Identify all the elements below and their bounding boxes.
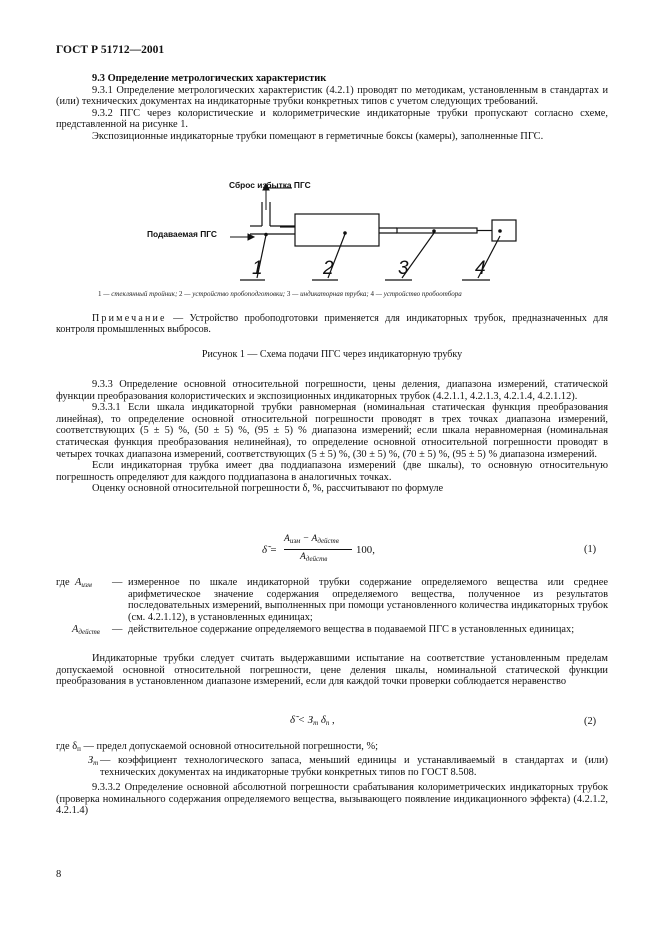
num-b: A — [311, 534, 318, 544]
formula-2-k: З — [307, 714, 314, 726]
leader-dot-2 — [344, 232, 347, 235]
legend-num-1: 1 — [98, 290, 102, 298]
paragraph-indicator-pass — [56, 653, 608, 688]
formula-2-number: (2) — [584, 716, 597, 727]
formula-2-lhs: δ̃ < — [290, 714, 308, 726]
paragraph-9-3-2: 9.3.2 ПГС через колористические и колориметрические индикаторные трубки пропускают согласно схеме, представленной на рисунке 1. — [56, 107, 608, 131]
def-delta-p: — предел допускаемой основной относительной погрешности, %; — [80, 741, 379, 752]
discharge-label: Сброс избытка ПГС — [229, 180, 311, 190]
eval-text-a: Оценку основной относительной погрешности — [92, 483, 303, 495]
where-block-1 — [56, 577, 608, 655]
def-z-t: — коэффициент технологического запаса, меньший единицы и устанавливаемый в стандартах и (или) технических документах на индикаторные трубки конкретных типов по ГОСТ 8.508. — [100, 755, 608, 778]
sym1: A — [75, 577, 82, 588]
paragraph-indicator-pass-text: Индикаторные трубки следует считать выдержавшими испытание на соответствие установленным пределам допускаемой основной относительной погрешности, цене деления шкалы, номинальной статической функции преобразования в установленном диапазоне измерений, если для каждой точки проверки соблюдается неравенство — [56, 653, 608, 688]
figure-caption: Рисунок 1 — Схема подачи ПГС через индикаторную трубку — [201, 349, 463, 360]
legend-text-4: — устройство пробоотбора — [374, 290, 462, 298]
where-word-2: где — [56, 741, 70, 752]
sym-delta-p: δ — [72, 741, 78, 752]
sym-z: З — [88, 755, 94, 766]
legend-text-3: — индикаторная трубка; — [290, 290, 371, 298]
section-9-3 — [56, 73, 608, 143]
sym-z-t — [88, 755, 98, 770]
figure-note — [56, 313, 608, 336]
fraction-bar — [284, 549, 352, 550]
num-a: A — [284, 534, 290, 544]
paragraph-evaluation — [56, 483, 608, 495]
formula-1-lhs: δ̃ = — [262, 544, 278, 556]
supply-label: Подаваемая ПГС — [147, 229, 217, 239]
definition-a-deistv: действительное содержание определяемого вещества в подаваемой ПГС в установленных единицах; — [128, 624, 575, 635]
callout-3: 3 — [398, 258, 409, 279]
legend-num-3: 3 — [286, 290, 291, 298]
body-block — [56, 379, 608, 495]
symbol-a-deistv — [72, 624, 100, 639]
paragraph-exposure-tubes: Экспозиционные индикаторные трубки помещают в герметичные боксы (камеры), заполненные ПГС. — [92, 130, 544, 142]
den-sub: действ — [305, 555, 328, 563]
where-block-2 — [56, 741, 608, 781]
paragraph-9-3-3-2-block — [56, 782, 608, 817]
note-word: Примечание — [92, 313, 167, 324]
sym1-sub: изм — [81, 581, 92, 589]
formula-2-delta-sub: п — [325, 719, 330, 727]
formula-2-delta: δ — [318, 714, 326, 726]
page-number: 8 — [56, 869, 62, 880]
dash-1: — — [112, 577, 123, 588]
definition-a-izm: измеренное по шкале индикаторной трубки содержание определяемого вещества или среднее арифметическое значение содержания определяемого вещества, полученное из результатов последовательных измерений, выполненных при помощи установленного количества индикаторных трубок (см. 4.2.1.12), в установленных единицах; — [128, 577, 608, 623]
eval-symbol: δ — [302, 483, 308, 495]
sym2: A — [72, 624, 79, 635]
document-header: ГОСТ Р 51712—2001 — [56, 44, 165, 56]
leader-dot-1 — [265, 233, 268, 236]
formula-2-k-sub: т — [313, 719, 319, 727]
legend-text-1: — стеклянный тройник; — [101, 290, 180, 298]
num-a-sub: изм — [289, 537, 301, 545]
paragraph-9-3-3-1: 9.3.3.1 Если шкала индикаторной трубки равномерная (номинальная статическая функция преобразования линейная), то определение основной относительной погрешности проводят в трех точках диапазона измерений, соответствующих (5 ± 5) %, (50 ± 5) %, (95 ± 5) % диапазона измерений; если шкала неравномерная (номинальная статическая функция преобразования нелинейная), то определение основной относительной погрешности проводят в четырех точках диапазона измерений, соответствующих (5 ± 5) %, (30 ± 5) %, (70 ± 5) %, (95 ± 5) % диапазона измерений. — [56, 402, 608, 460]
num-b-sub: действ — [317, 537, 339, 545]
dash-2: — — [112, 624, 123, 635]
sym2-sub: действ — [78, 628, 100, 636]
arrow-right-icon — [248, 234, 254, 240]
sym-z-sub: т — [93, 759, 99, 767]
den-a: A — [300, 552, 306, 562]
figure-legend — [98, 290, 462, 298]
leader-dot-3 — [433, 230, 436, 233]
callout-2: 2 — [323, 258, 334, 279]
where-word: где — [56, 577, 70, 588]
indicator-tube-shape — [397, 228, 477, 233]
section-heading: 9.3 Определение метрологических характеристик — [92, 73, 327, 84]
formula-1-numerator — [284, 534, 339, 545]
formula-1-factor: 100, — [356, 544, 375, 556]
paragraph-9-3-3: 9.3.3 Определение основной относительной погрешности, цены деления, диапазона измерений, статической функции преобразования колористических и экспозиционных индикаторных трубок (4.2.1.1, 4.2.1.3, 4.2.1.4, 4.2.1.12). — [56, 379, 608, 402]
callout-1: 1 — [252, 258, 263, 279]
legend-num-4: 4 — [370, 290, 375, 298]
leader-dot-4 — [499, 230, 502, 233]
paragraph-9-3-3-2: 9.3.3.2 Определение основной абсолютной погрешности срабатывания колориметрических индикаторных трубок (проверка номинального содержания определяемого вещества, вызывающего появление индикационного эффекта) (4.2.1.2, 4.2.1.4) — [56, 782, 608, 817]
sampling-device-box — [492, 220, 516, 241]
num-minus: − — [300, 534, 312, 544]
eval-text-c: , %, рассчитывают по формуле — [307, 483, 444, 495]
legend-text-2: — устройство пробоподготовки; — [182, 290, 287, 298]
sym-delta-p-sub: п — [77, 745, 81, 753]
sample-prep-box — [295, 214, 379, 246]
symbol-a-izm — [75, 577, 92, 592]
formula-1-denominator — [300, 552, 327, 563]
where-line-1 — [56, 741, 378, 756]
legend-num-2: 2 — [179, 290, 183, 298]
note-text: — Устройство пробоподготовки применяется для индикаторных трубок, предназначенных для контроля промышленных выбросов. — [56, 313, 608, 336]
paragraph-9-3-1: 9.3.1 Определение метрологических характеристик (4.2.1) проводят по методикам, установленным в стандартах и (или) технических документах на индикаторные трубки конкретных типов с учетом следующих требований. — [56, 84, 608, 108]
formula-1-number: (1) — [584, 544, 597, 555]
formula-2 — [290, 714, 335, 727]
formula-2-tail: , — [329, 714, 335, 726]
formula-1 — [262, 534, 412, 570]
paragraph-two-scales: Если индикаторная трубка имеет два поддиапазона измерений (две шкалы), то основную относительную погрешность определяют для каждого поддиапазона в аналогичных точках. — [56, 460, 608, 483]
callout-4: 4 — [475, 258, 486, 279]
